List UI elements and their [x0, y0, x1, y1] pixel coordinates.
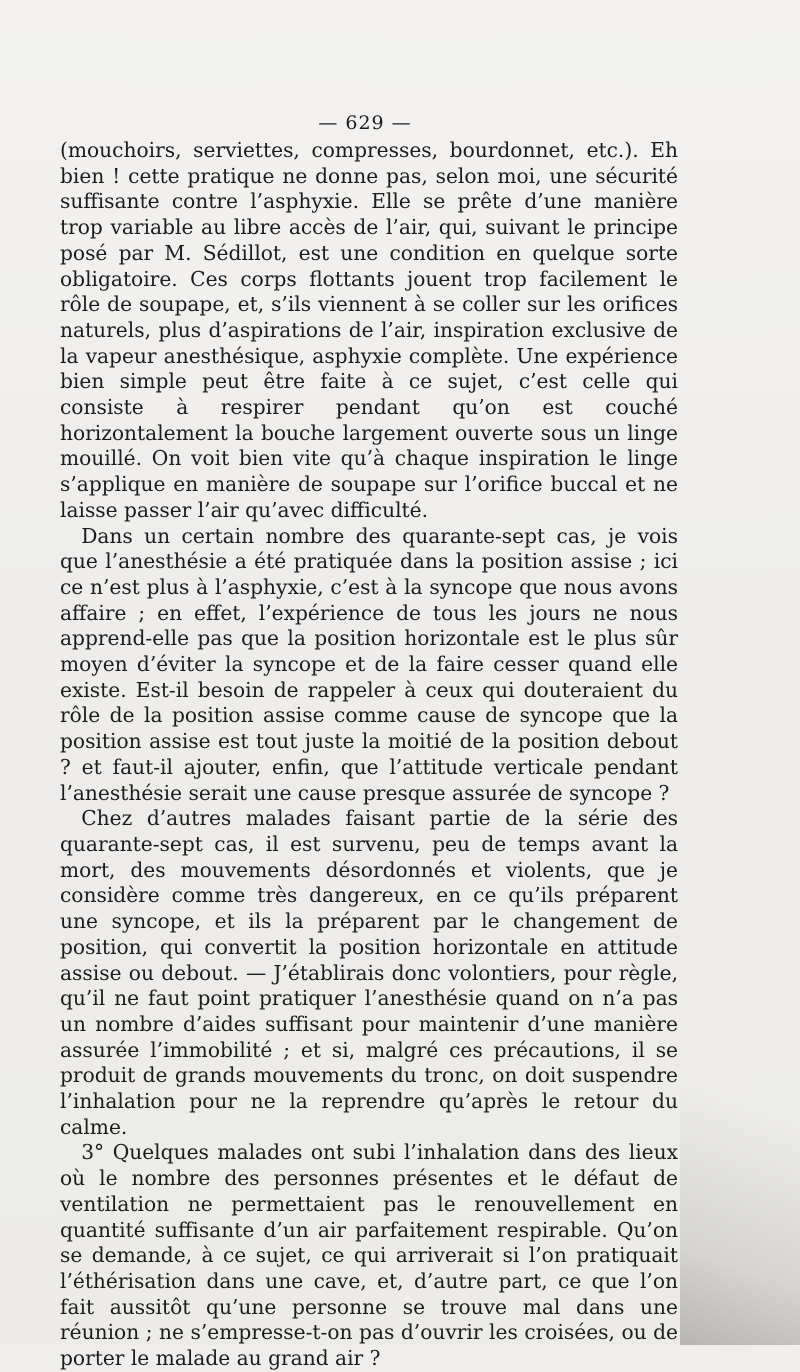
page-number: — 629 — [318, 112, 412, 134]
page-corner-shadow [680, 1060, 800, 1345]
body-text [60, 138, 678, 1372]
paragraph-2: Dans un certain nombre des quarante-sept cas, je vois que l’anesthésie a été pratiquée dans la position assise ; ici ce n’est plus à l’asphyxie, c’est à la syncope que nous avons affaire ; en effet, l’expérience de tous les jours ne nous apprend-elle pas que la position horizontale est le plus sûr moyen d’éviter la syncope et de la faire cesser quand elle existe. Est-il besoin de rappeler à ceux qui douteraient du rôle de la position assise comme cause de syncope que la position assise est tout juste la moitié de la position debout ? et faut-il ajouter, enfin, que l’attitude verticale pendant l’anesthésie serait une cause presque assurée de syncope ? [60, 523, 678, 805]
paragraph-1: (mouchoirs, serviettes, compresses, bourdonnet, etc.). Eh bien ! cette pratique ne donne pas, selon moi, une sécurité suffisante contre l’asphyxie. Elle se prête d’une manière trop variable au libre accès de l’air, qui, suivant le principe posé par M. Sédillot, est une condition en quelque sorte obligatoire. Ces corps flottants jouent trop facilement le rôle de soupape, et, s’ils viennent à se coller sur les orifices naturels, plus d’aspirations de l’air, inspiration exclusive de la vapeur anesthésique, asphyxie complète. Une expérience bien simple peut être faite à ce sujet, c’est celle qui consiste à respirer pendant qu’on est couché horizontalement la bouche largement ouverte sous un linge mouillé. On voit bien vite qu’à chaque inspiration le linge s’applique en manière de soupape sur l’orifice buccal et ne laisse passer l’air qu’avec difficulté. [60, 138, 678, 522]
paragraph-3: Chez d’autres malades faisant partie de la série des quarante-sept cas, il est survenu, peu de temps avant la mort, des mouvements désordonnés et violents, que je considère comme très dangereux, en ce qu’ils préparent une syncope, et ils la préparent par le changement de position, qui convertit la position horizontale en attitude assise ou debout. — J’établirais donc volontiers, pour règle, qu’il ne faut point pratiquer l’anesthésie quand on n’a pas un nombre d’aides suffisant pour maintenir d’une manière assurée l’immobilité ; et si, malgré ces précautions, il se produit de grands mouvements du tronc, on doit suspendre l’inhalation pour ne la reprendre qu’après le retour du calme. [60, 806, 678, 1139]
paragraph-4: 3° Quelques malades ont subi l’inhalation dans des lieux où le nombre des personnes présentes et le défaut de ventilation ne permettaient pas le renouvellement en quantité suffisante d’un air parfaitement respirable. Qu’on se demande, à ce sujet, ce qui arriverait si l’on pratiquait l’éthérisation dans une cave, et, d’autre part, ce que l’on fait aussitôt qu’une personne se trouve mal dans une réunion ; ne s’empresse-t-on pas d’ouvrir les croisées, ou de porter le malade au grand air ? [60, 1140, 678, 1371]
